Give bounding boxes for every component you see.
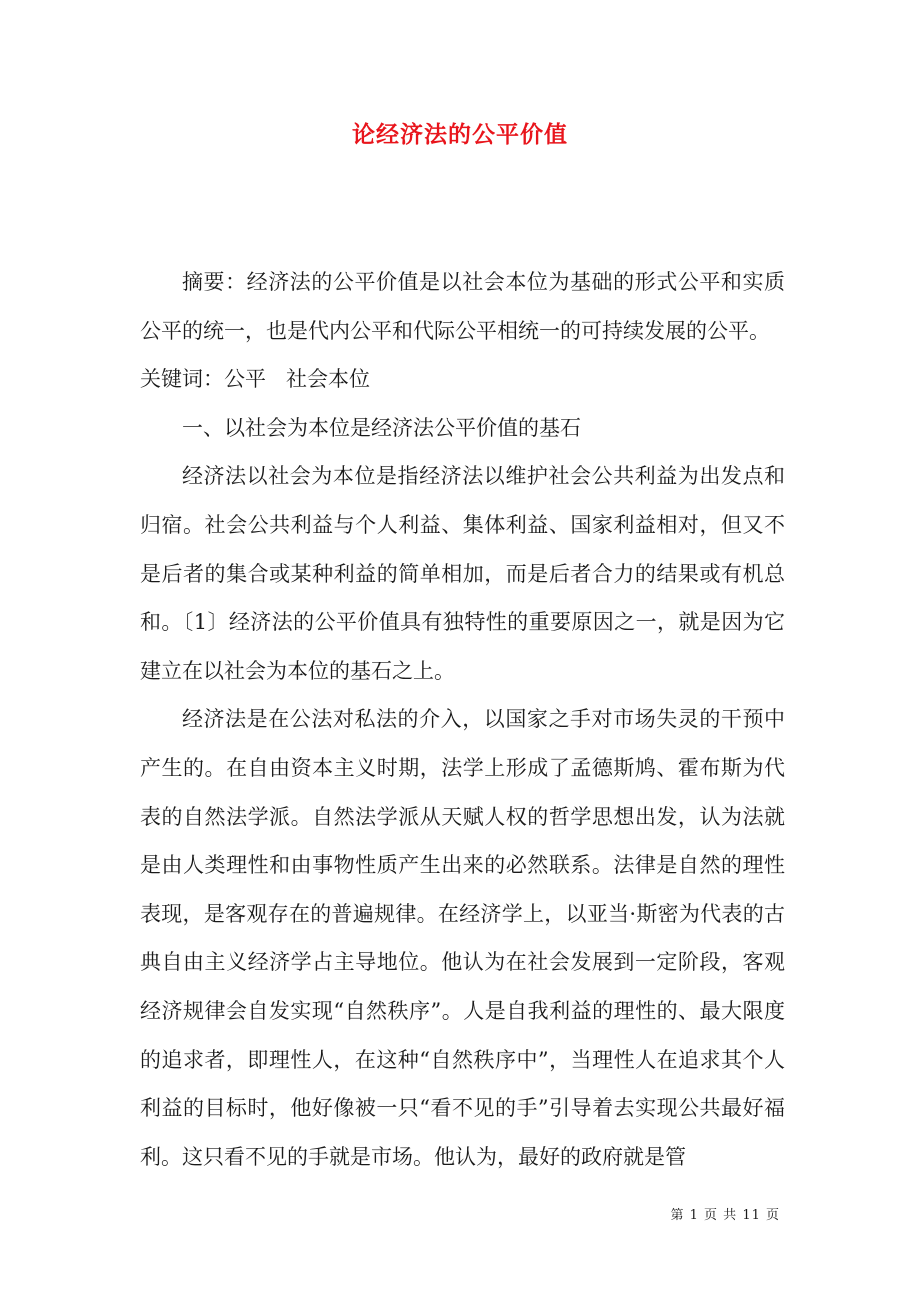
keyword-item: 公平 (224, 367, 266, 392)
body-paragraph: 经济法是在公法对私法的介入，以国家之手对市场失灵的干预中产生的。在自由资本主义时期，法学上形成了孟德斯鸠、霍布斯为代表的自然法学派。自然法学派从天赋人权的哲学思想出发，认为法就是由人类理性和由事物性质产生出来的必然联系。法律是自然的理性表现，是客观存在的普遍规律。在经济学上，以亚当·斯密为代表的古典自由主义经济学占主导地位。他认为在社会发展到一定阶段，客观经济规律会自发实现“自然秩序”。人是自我利益的理性的、最大限度的追求者，即理性人，在这种“自然秩序中”，当理性人在追求其个人利益的目标时，他好像被一只“看不见的手”引导着去实现公共最好福利。这只看不见的手就是市场。他认为，最好的政府就是管 (140, 707, 785, 1169)
keywords-label: 关键词： (140, 367, 224, 392)
document-title: 论经济法的公平价值 (352, 121, 568, 148)
body-paragraph: 经济法以社会为本位是指经济法以维护社会公共利益为出发点和归宿。社会公共利益与个人利益、集体利益、国家利益相对，但又不是后者的集合或某种利益的简单相加，而是后者合力的结果或有机总和。〔1〕经济法的公平价值具有独特性的重要原因之一，就是因为它建立在以社会为本位的基石之上。 (140, 464, 785, 683)
section-heading: 一、以社会为本位是经济法公平价值的基石 (182, 415, 581, 440)
document-body (140, 258, 785, 1181)
abstract-paragraph: 摘要：经济法的公平价值是以社会本位为基础的形式公平和实质公平的统一，也是代内公平和代际公平相统一的可持续发展的公平。 (140, 270, 785, 343)
page-number-footer: 第 1 页 共 11 页 (670, 1208, 780, 1223)
keywords-line (140, 355, 785, 404)
keyword-item: 社会本位 (286, 367, 370, 392)
